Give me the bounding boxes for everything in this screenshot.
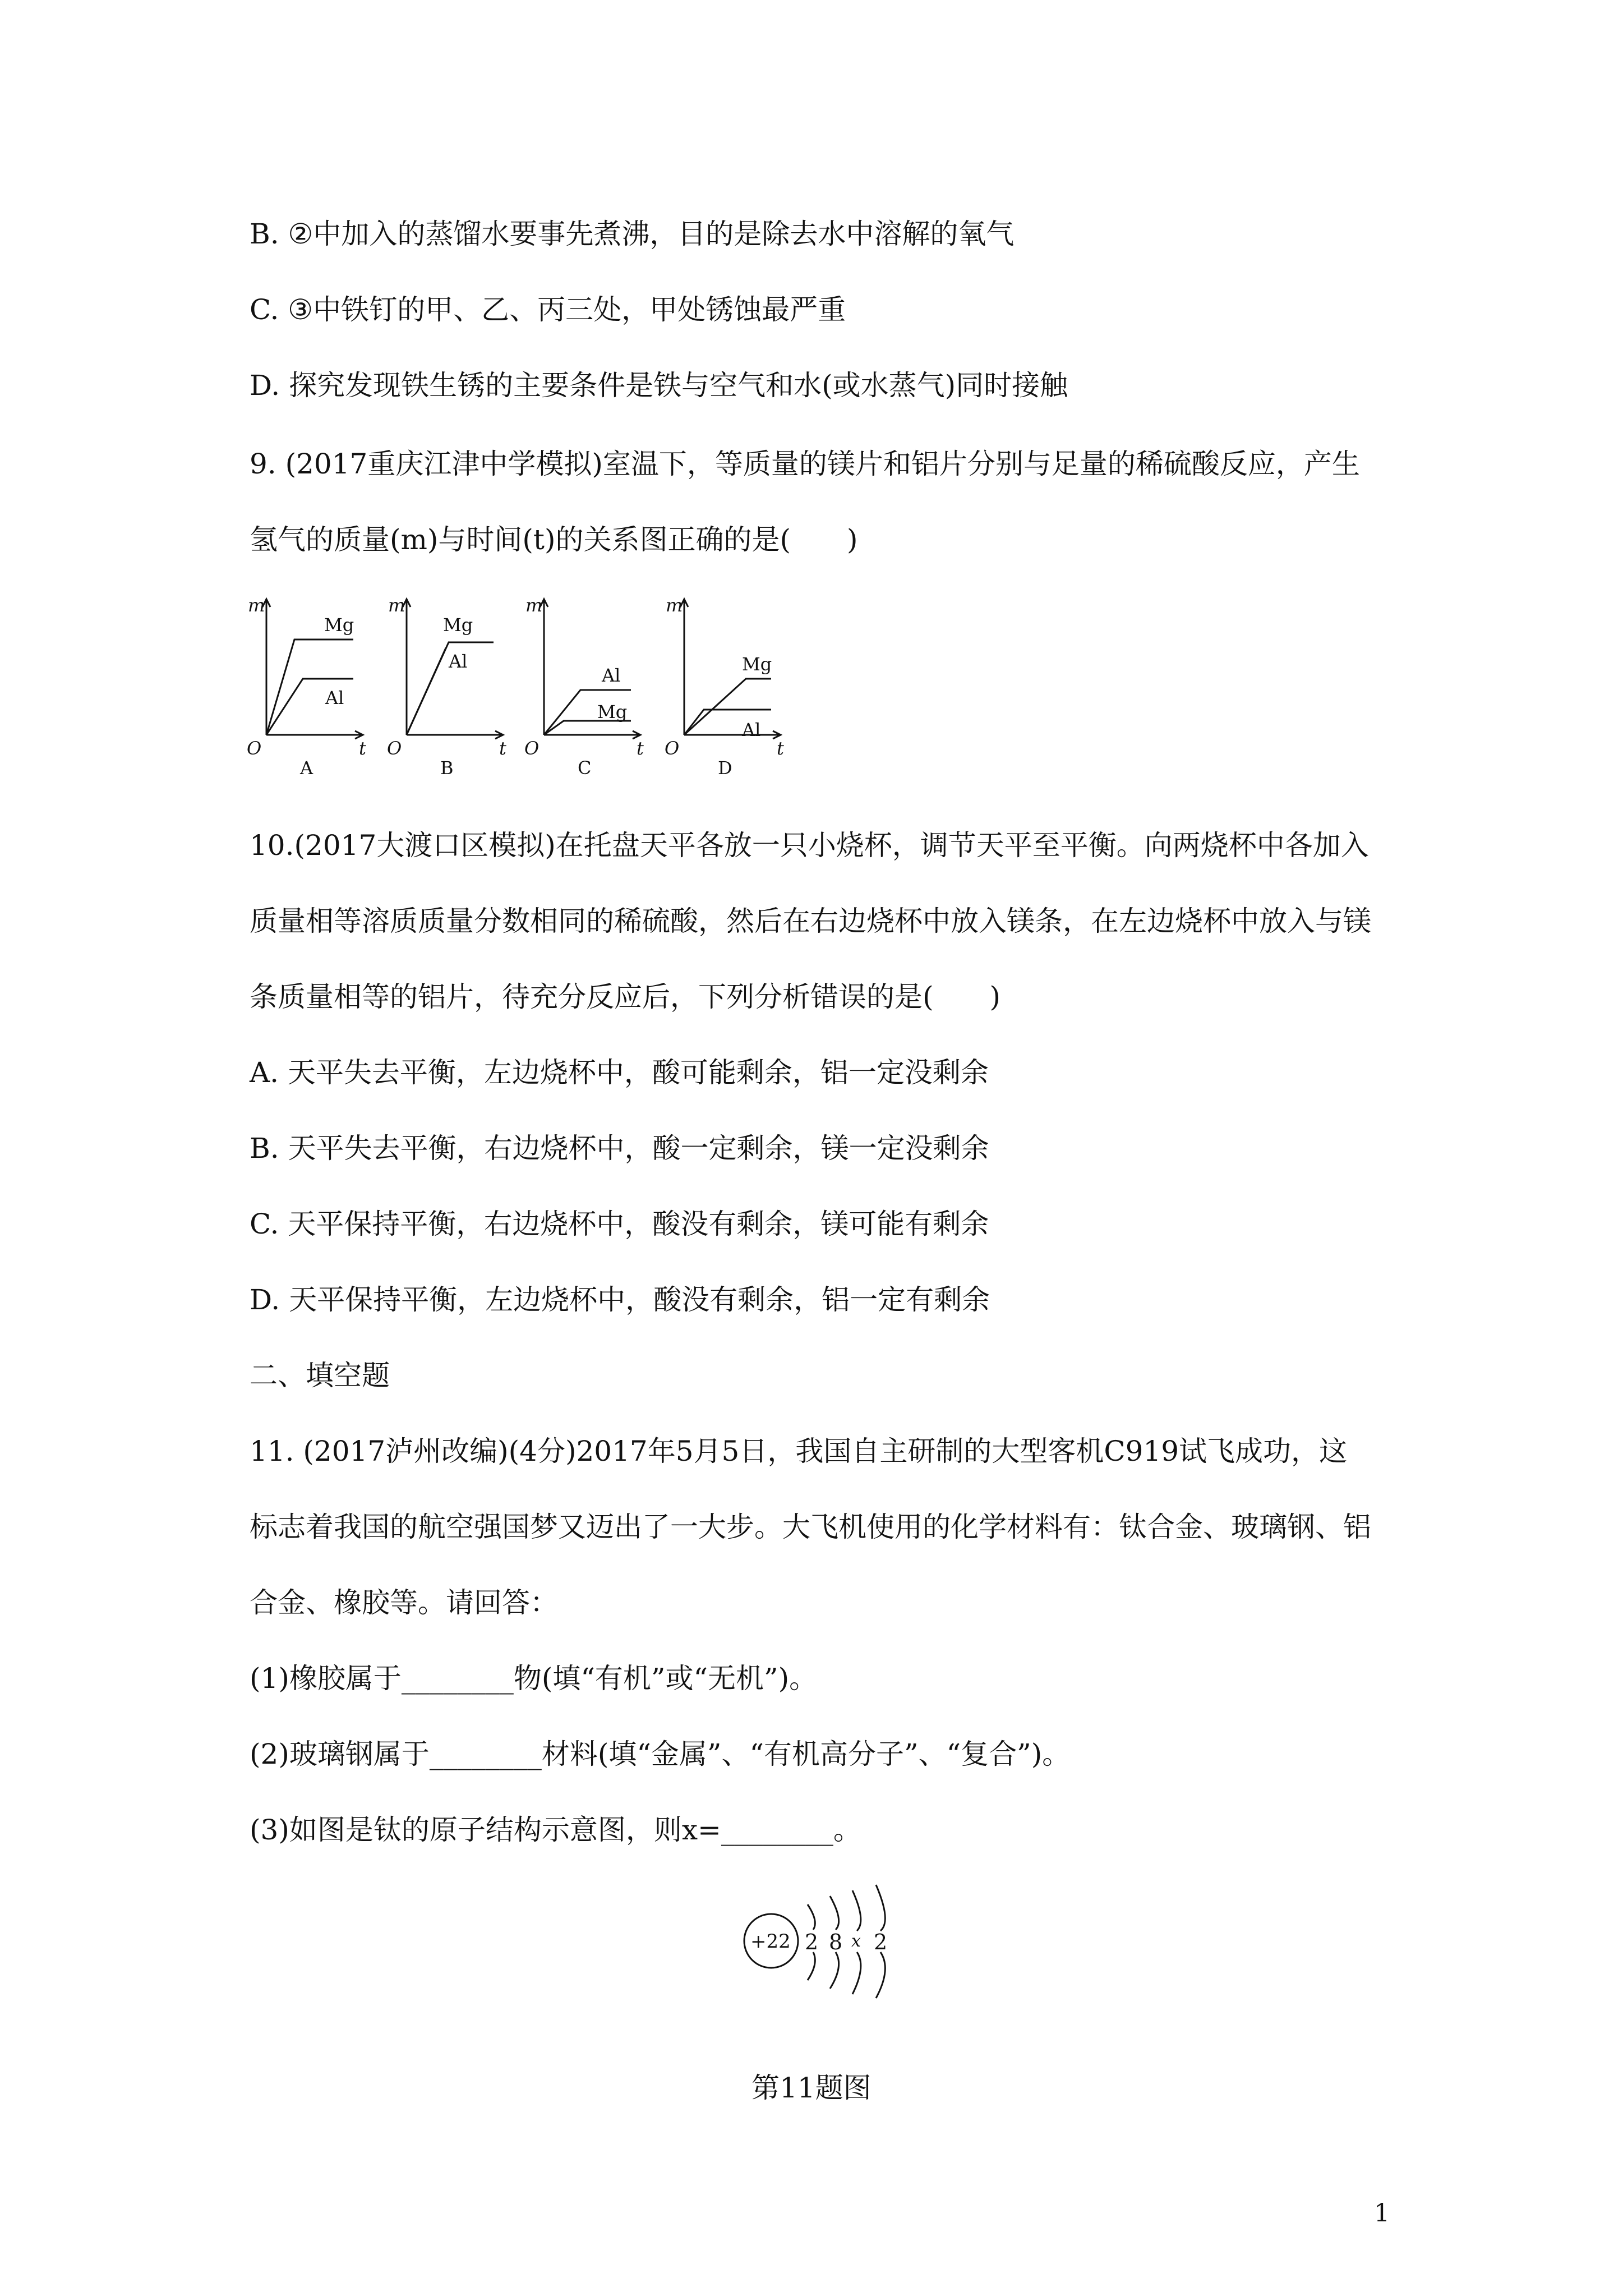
svg-text:m: m	[666, 595, 683, 616]
axis-m-label: m	[248, 595, 265, 616]
panel-label: A	[300, 757, 313, 779]
graph-d	[659, 595, 788, 780]
question-9-graphs	[241, 595, 819, 780]
series-al-label: Al	[325, 687, 344, 708]
text-line: C. ③中铁钉的甲、乙、丙三处，甲处锈蚀最严重	[250, 293, 846, 326]
titanium-atom-diagram	[729, 1868, 920, 2014]
svg-text:t: t	[777, 738, 784, 759]
figure-caption: 第11题图	[751, 2072, 872, 2104]
svg-text:O: O	[665, 738, 680, 759]
nucleus-charge: +22	[750, 1930, 791, 1953]
section-heading: 二、填空题	[250, 1359, 390, 1392]
svg-text:D: D	[718, 757, 732, 779]
question-10-line: 质量相等溶质质量分数相同的稀硫酸，然后在右边烧杯中放入镁条，在左边烧杯中放入与镁	[250, 905, 1371, 937]
question-11-part-1: (1)橡胶属于________物(填“有机”或“无机”)。	[250, 1662, 818, 1695]
shell-4: 2	[874, 1930, 888, 1954]
svg-text:Mg: Mg	[597, 701, 628, 723]
svg-text:Mg: Mg	[443, 614, 473, 636]
text-line: D. 探究发现铁生锈的主要条件是铁与空气和水(或水蒸气)同时接触	[250, 369, 1068, 402]
shell-3: x	[851, 1931, 861, 1951]
svg-text:C: C	[578, 757, 592, 779]
question-9-line: 9. (2017重庆江津中学模拟)室温下，等质量的镁片和铝片分别与足量的稀硫酸反应，产生	[250, 448, 1360, 480]
shell-2: 8	[829, 1930, 843, 1954]
shell-1: 2	[805, 1930, 819, 1954]
question-10-line: 10.(2017大渡口区模拟)在托盘天平各放一只小烧杯，调节天平至平衡。向两烧杯中各加入	[250, 829, 1369, 862]
svg-text:m: m	[525, 595, 543, 616]
page-number: 1	[1374, 2199, 1390, 2228]
question-11-line: 合金、橡胶等。请回答：	[250, 1586, 558, 1619]
option-b: B. 天平失去平衡，右边烧杯中，酸一定剩余，镁一定没剩余	[250, 1132, 989, 1165]
svg-text:Al: Al	[742, 719, 761, 740]
option-a: A. 天平失去平衡，左边烧杯中，酸可能剩余，铝一定没剩余	[250, 1056, 989, 1089]
question-11-part-2: (2)玻璃钢属于________材料(填“金属”、“有机高分子”、“复合”)。	[250, 1738, 1071, 1770]
axis-t-label: t	[359, 738, 366, 759]
svg-text:O: O	[387, 738, 402, 759]
series-mg-label: Mg	[324, 614, 354, 636]
svg-text:O: O	[524, 738, 540, 759]
graph-c	[519, 595, 648, 780]
question-11-part-3: (3)如图是钛的原子结构示意图，则x=________。	[250, 1814, 861, 1846]
svg-text:Al: Al	[449, 651, 468, 672]
svg-text:m: m	[388, 595, 405, 616]
graph-b	[381, 595, 510, 780]
question-9-line: 氢气的质量(m)与时间(t)的关系图正确的是( )	[250, 523, 858, 556]
origin-label: O	[247, 738, 262, 759]
option-c: C. 天平保持平衡，右边烧杯中，酸没有剩余，镁可能有剩余	[250, 1208, 989, 1240]
text-line: B. ②中加入的蒸馏水要事先煮沸，目的是除去水中溶解的氧气	[250, 218, 1015, 250]
option-d: D. 天平保持平衡，左边烧杯中，酸没有剩余，铝一定有剩余	[250, 1283, 990, 1316]
svg-text:Mg: Mg	[742, 654, 772, 675]
svg-text:B: B	[440, 757, 454, 779]
graph-a	[241, 595, 370, 780]
question-10-line: 条质量相等的铝片，待充分反应后，下列分析错误的是( )	[250, 981, 1001, 1013]
svg-text:Al: Al	[602, 665, 621, 686]
question-11-line: 11. (2017泸州改编)(4分)2017年5月5日，我国自主研制的大型客机C919试飞成功，这	[250, 1435, 1348, 1467]
svg-text:t: t	[637, 738, 644, 759]
question-11-line: 标志着我国的航空强国梦又迈出了一大步。大飞机使用的化学材料有：钛合金、玻璃钢、铝	[250, 1511, 1371, 1543]
svg-text:t: t	[499, 738, 506, 759]
